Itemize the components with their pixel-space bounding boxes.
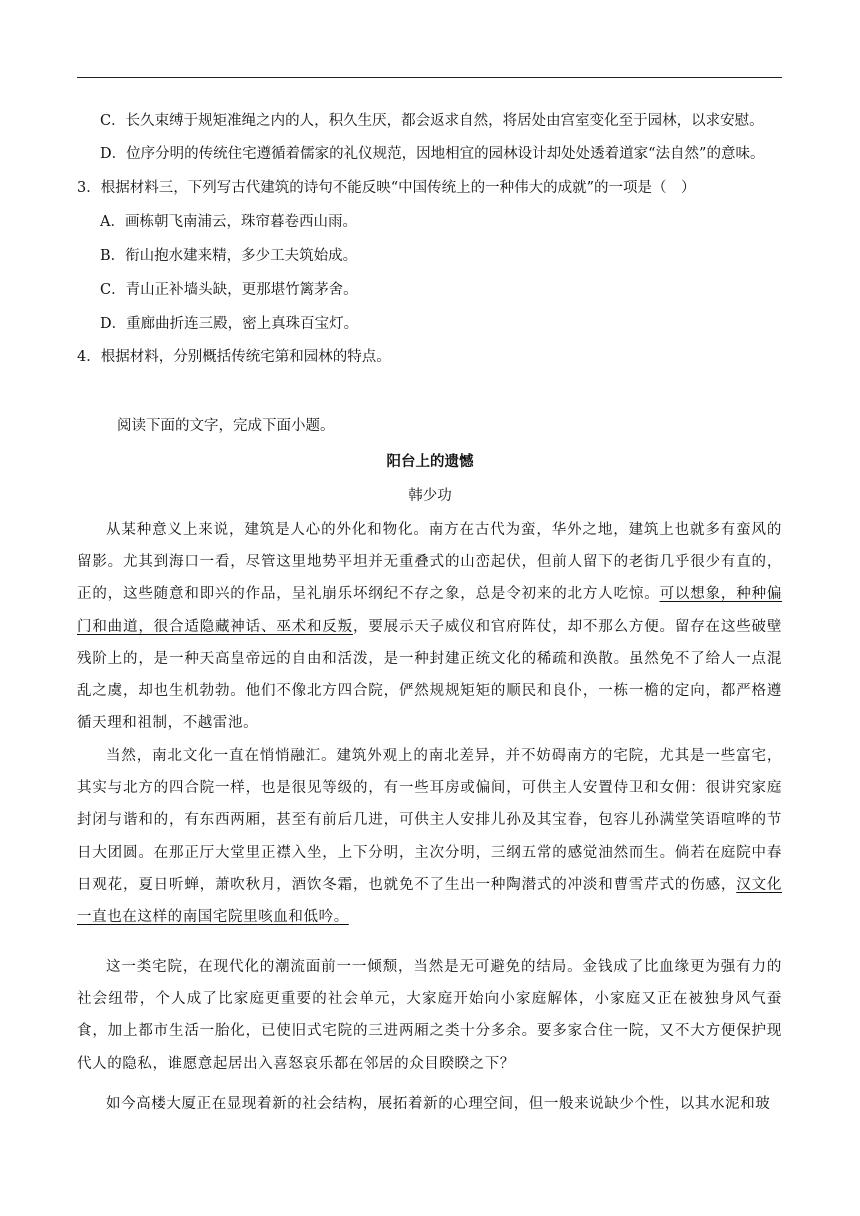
article-title: 阳台上的遗憾	[386, 453, 474, 470]
paragraph-1-underlined: 可以想象，种种偏门和曲道，很合适隐藏神话、巫术和反叛	[77, 586, 782, 635]
article-author: 韩少功	[408, 488, 452, 504]
paragraph-2	[77, 740, 782, 933]
q2-option-d: D．位序分明的传统住宅遵循着儒家的礼仪规范，因地相宜的园林设计却处处透着道家“法自然”的意味。	[100, 146, 765, 162]
q3-option-c: C．青山正补墙头缺，更那堪竹篱茅舍。	[100, 282, 358, 298]
q2-option-c: C．长久束缚于规矩准绳之内的人，积久生厌，都会返求自然，将居处由宫室变化至于园林，以求安慰。	[100, 113, 764, 129]
paragraph-2-underlined: 汉文化一直也在这样的南国宅院里咳血和低吟。	[77, 876, 782, 926]
q3-option-b: B．衔山抱水建来精，多少工夫筑始成。	[100, 248, 358, 264]
q3-option-d: D．重廊曲折连三殿，密上真珠百宝灯。	[100, 316, 359, 332]
question-3-stem: 3．根据材料三，下列写古代建筑的诗句不能反映“中国传统上的一种伟大的成就”的一项是（ ）	[77, 180, 696, 196]
paragraph-4: 如今高楼大厦正在显现着新的社会结构，展拓着新的心理空间，但一般来说缺少个性，以其水泥和玻	[106, 1096, 771, 1112]
paragraph-1	[77, 514, 782, 739]
paragraph-1-text-b: ，要展示天子威仪和官府阵仗，却不那么方便。留存在这些破壁残阶上的，是一种天高皇帝远的自由和活泼，是一种封建正统文化的稀疏和涣散。虽然免不了给人一点混乱之虞，却也生机勃勃。他们不像北方四合院，俨然规规矩矩的顺民和良仆，一栋一檐的定向，都严格遵循天理和祖制，不越雷池。	[77, 618, 782, 732]
paragraph-1-text-a: 从某种意义上来说，建筑是人心的外化和物化。南方在古代为蛮，华外之地，建筑上也就多有蛮风的留影。尤其到海口一看，尽管这里地势平坦并无重叠式的山峦起伏，但前人留下的老街几乎很少有直的，正的，这些随意和即兴的作品，呈礼崩乐坏纲纪不存之象，总是令初来的北方人吃惊。	[77, 522, 782, 603]
reading-instruction: 阅读下面的文字，完成下面小题。	[117, 418, 335, 434]
header-rule	[77, 77, 782, 78]
paragraph-3: 这一类宅院，在现代化的潮流面前一一倾颓，当然是无可避免的结局。金钱成了比血缘更为强有力的社会纽带，个人成了比家庭更重要的社会单元，大家庭开始向小家庭解体，小家庭又正在被独身风气蚕食，加上都市生活一胎化，已使旧式宅院的三进两厢之类十分多余。要多家合住一院，又不大方便保护现代人的隐私，谁愿意起居出入喜怒哀乐都在邻居的众目睽睽之下？	[77, 959, 782, 1072]
paragraph-2-text-a: 当然，南北文化一直在悄悄融汇。建筑外观上的南北差异，并不妨碍南方的宅院，尤其是一些富宅，其实与北方的四合院一样，也是很见等级的，有一些耳房或偏间，可供主人安置侍卫和女佣：很讲究家庭封闭与谐和的，有东西两厢，甚至有前后几进，可供主人安排儿孙及其宝眷，包容儿孙满堂笑语喧哗的节日大团圆。在那正厅大堂里正襟入坐，上下分明，主次分明，三纲五常的感觉油然而生。倘若在庭院中春日观花，夏日听蝉，萧吹秋月，酒饮冬霜，也就免不了生出一种陶潜式的冲淡和曹雪芹式的伤感，	[77, 748, 782, 893]
q3-option-a: A．画栋朝飞南浦云，珠帘暮卷西山雨。	[100, 214, 357, 230]
question-4-stem: 4．根据材料，分别概括传统宅第和园林的特点。	[77, 349, 391, 365]
